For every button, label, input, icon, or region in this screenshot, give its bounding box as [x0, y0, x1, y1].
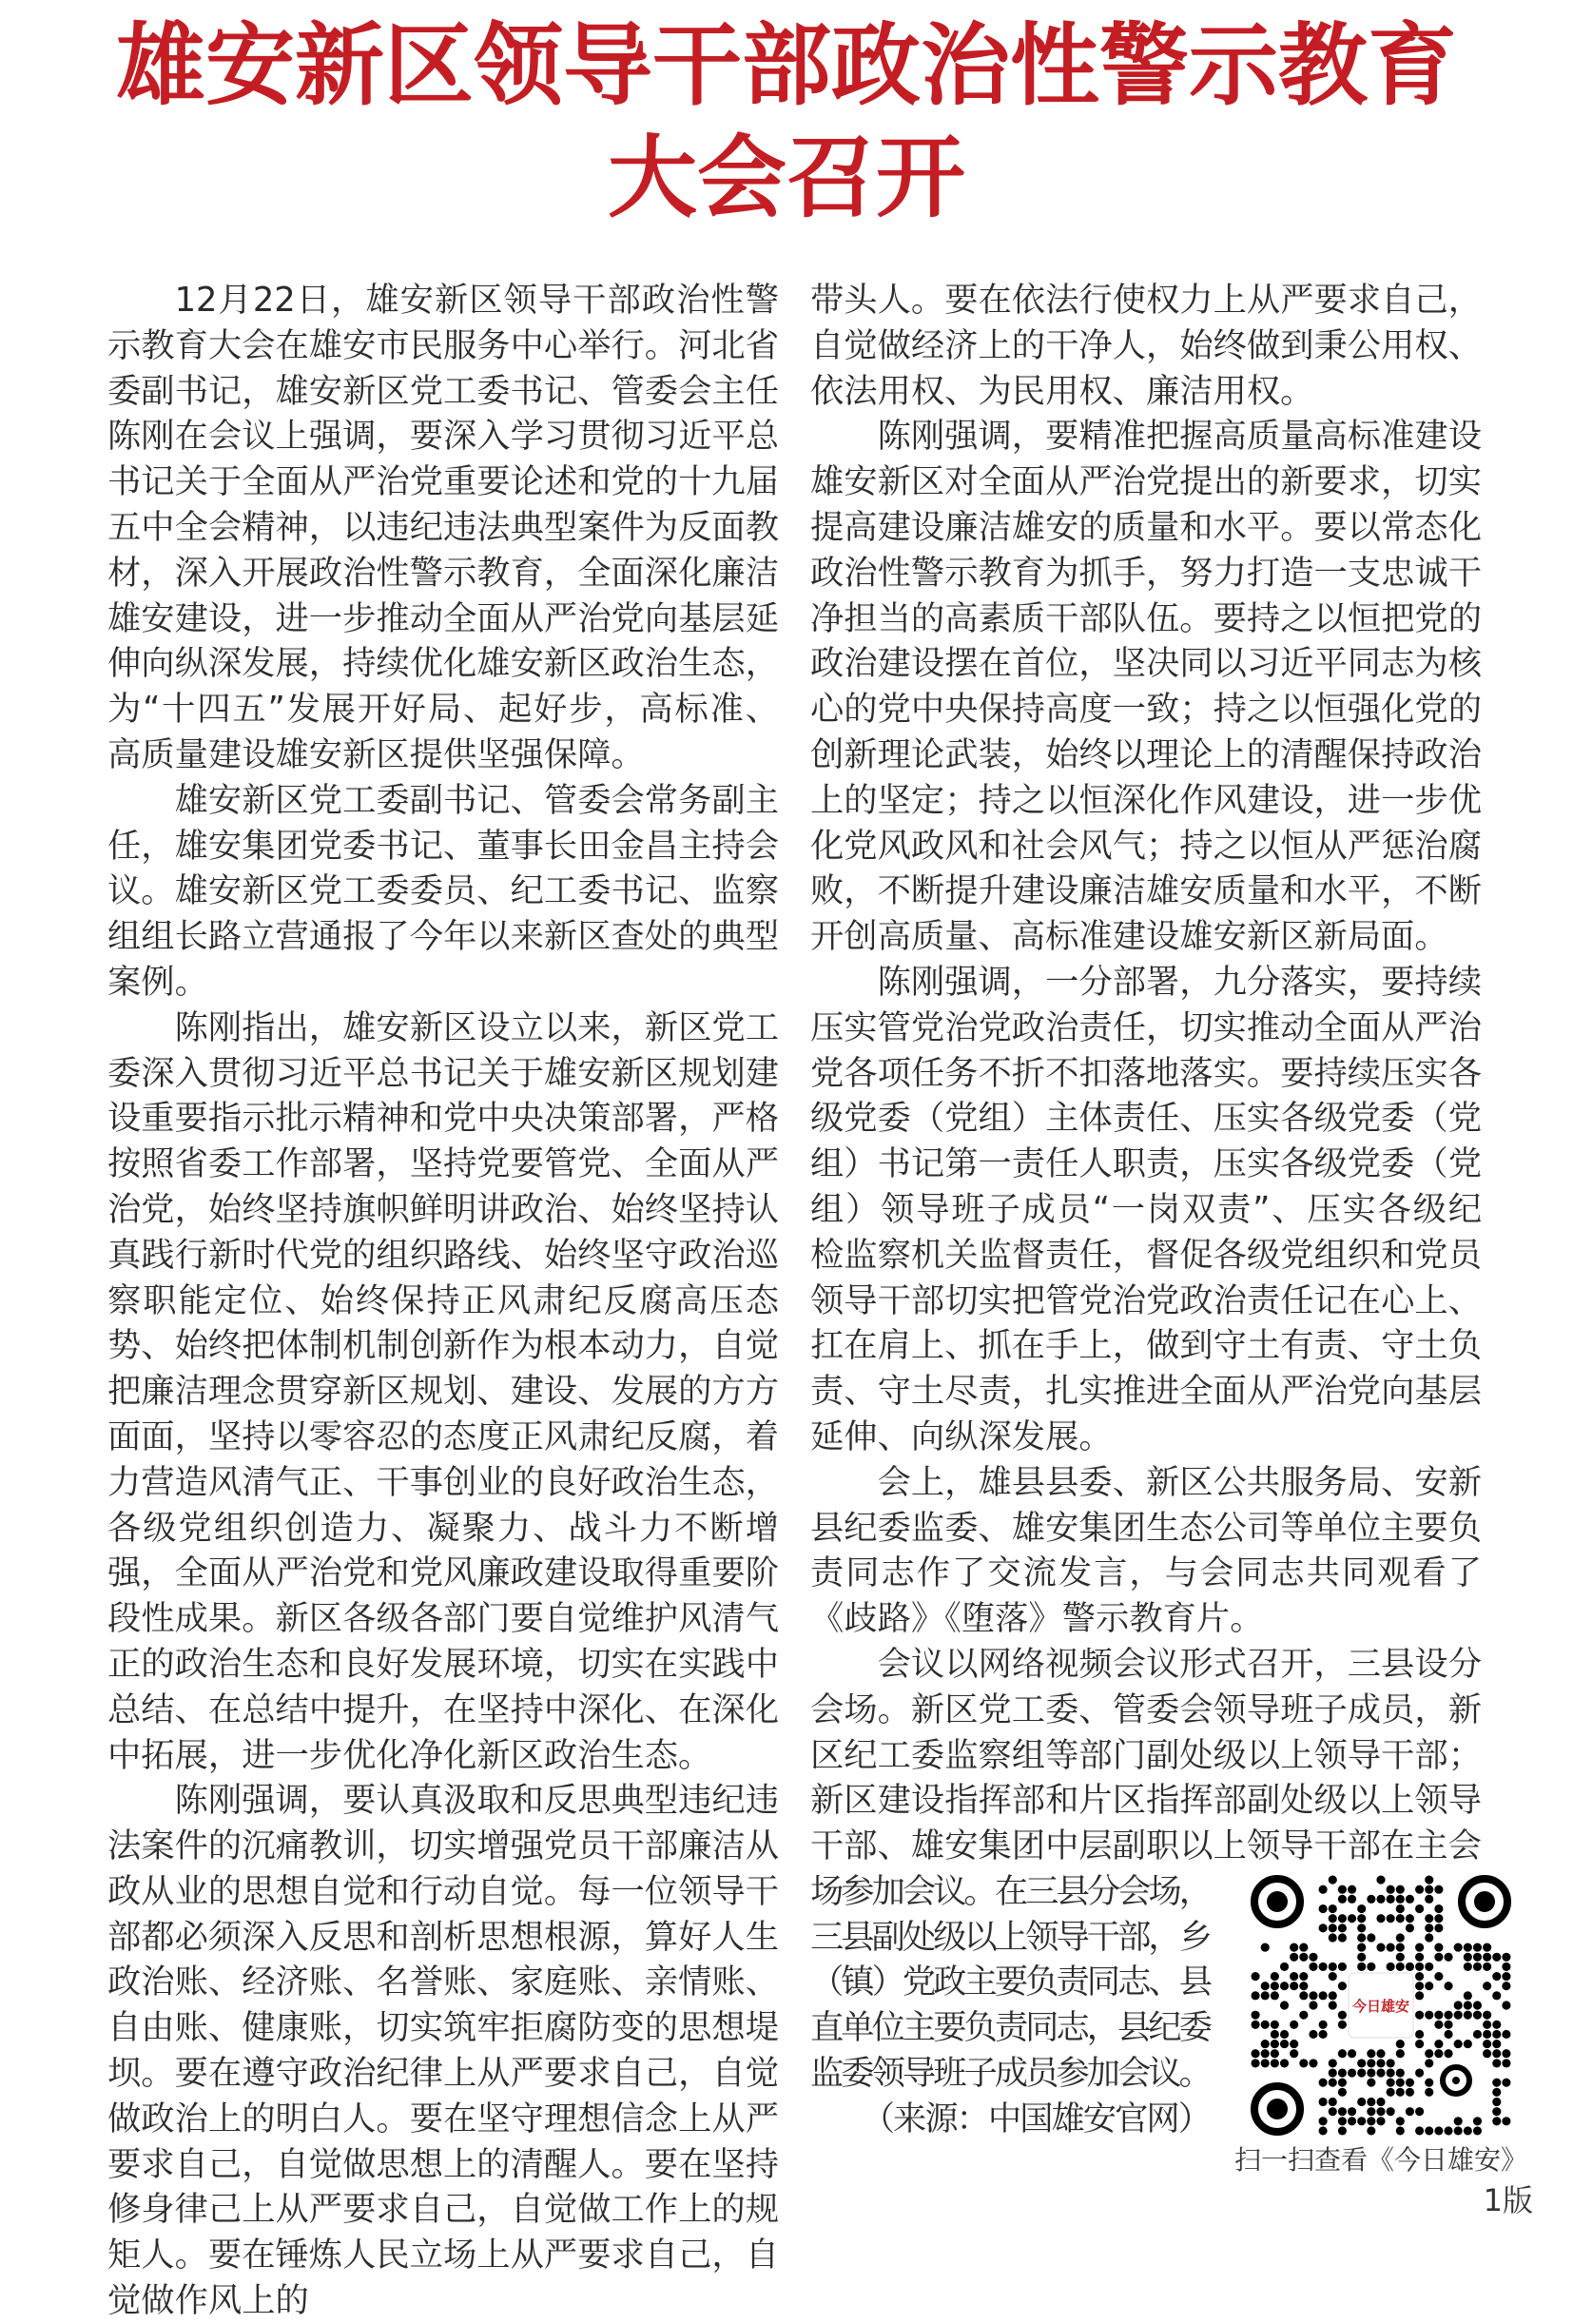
qr-module [1329, 2079, 1337, 2087]
qr-module [1319, 2117, 1328, 2125]
qr-module [1502, 2059, 1510, 2067]
qr-module [1425, 1875, 1433, 1884]
qr-module [1329, 1924, 1337, 1932]
qr-module [1444, 2021, 1452, 2029]
qr-finder-top-left [1254, 1879, 1300, 1924]
qr-module [1271, 2021, 1279, 2029]
qr-module [1387, 2068, 1395, 2077]
qr-module [1376, 2068, 1385, 2077]
qr-module [1319, 1963, 1328, 1971]
qr-finder-top-right [1462, 1879, 1507, 1924]
qr-module [1261, 2040, 1270, 2048]
article-tail-with-qr [810, 1869, 1533, 2219]
qr-module [1406, 1963, 1414, 1971]
qr-module [1329, 1904, 1337, 1913]
qr-module [1319, 2098, 1328, 2106]
qr-module [1280, 1963, 1289, 1971]
qr-module [1357, 1943, 1366, 1951]
qr-alignment [1443, 2067, 1469, 2094]
qr-module [1319, 2030, 1328, 2039]
qr-module [1473, 1943, 1482, 1951]
qr-module [1367, 2117, 1375, 2125]
qr-module [1464, 2126, 1472, 2135]
qr-block [1229, 1875, 1533, 2219]
qr-module [1280, 2001, 1289, 2009]
qr-module [1387, 1943, 1395, 1951]
qr-module [1454, 2126, 1463, 2135]
qr-module [1338, 1914, 1347, 1923]
qr-module [1396, 1963, 1405, 1971]
qr-module [1357, 1914, 1366, 1923]
qr-module [1492, 2079, 1501, 2087]
qr-module [1502, 2001, 1510, 2009]
qr-module [1425, 2049, 1433, 2058]
article-paragraph: 陈刚强调，一分部署，九分落实，要持续压实管党治党政治责任，切实推动全面从严治党各项任务不折不扣落地落实。要持续压实各级党委（党组）主体责任、压实各级党委（党组）书记第一责任人职责，压实各级党委（党组）领导班子成员“一岗双责”、压实各级纪检监察机关监督责任，督促各级党组织和党员领导干部切实把管党治党政治责任记在心上、扛在肩上、抓在手上，做到守土有责、守土负责、守土尽责，扎实推进全面从严治党向基层延伸、向纵深发展。 [810, 962, 1482, 1456]
qr-module [1299, 2010, 1308, 2019]
headline-line-1: 雄安新区领导干部政治性警示教育 [115, 13, 1457, 118]
qr-module [1367, 1963, 1375, 1971]
qr-module [1464, 1963, 1472, 1971]
qr-module [1299, 1982, 1308, 1990]
qr-module [1444, 1953, 1452, 1962]
qr-module [1357, 2068, 1366, 2077]
qr-module [1396, 2117, 1405, 2125]
qr-module [1319, 2021, 1328, 2029]
qr-module [1492, 2117, 1501, 2125]
qr-module [1473, 2001, 1482, 2009]
qr-module [1473, 1963, 1482, 1971]
qr-module [1338, 2107, 1347, 2116]
qr-module [1367, 2126, 1375, 2135]
qr-module [1290, 1982, 1298, 1990]
qr-module [1396, 1895, 1405, 1904]
qr-module [1387, 2088, 1395, 2097]
qr-module [1415, 2030, 1424, 2039]
qr-module [1444, 2126, 1452, 2135]
qr-module [1434, 1953, 1443, 1962]
qr-module [1483, 1943, 1491, 1951]
qr-module [1483, 2040, 1491, 2048]
qr-module [1252, 2010, 1260, 2019]
qr-module [1454, 1943, 1463, 1951]
qr-module [1464, 2040, 1472, 2048]
qr-module [1396, 2088, 1405, 2097]
qr-module [1329, 1914, 1337, 1923]
qr-module [1338, 2079, 1347, 2087]
qr-module [1367, 2059, 1375, 2067]
qr-module [1348, 1895, 1356, 1904]
qr-module [1357, 2059, 1366, 2067]
qr-module [1434, 1885, 1443, 1894]
qr-module [1367, 2068, 1375, 2077]
qr-module [1464, 2001, 1472, 2009]
qr-module [1261, 2059, 1270, 2067]
qr-module [1280, 1982, 1289, 1990]
qr-module [1367, 2049, 1375, 2058]
qr-module [1454, 2001, 1463, 2009]
qr-module [1396, 2049, 1405, 2058]
qr-module [1299, 1972, 1308, 1981]
qr-module [1396, 2040, 1405, 2048]
qr-module [1502, 1982, 1510, 1990]
qr-module [1319, 1924, 1328, 1932]
article-source: （来源：中国雄安官网） [861, 2099, 1210, 2138]
qr-module [1434, 1904, 1443, 1913]
qr-module [1387, 2079, 1395, 2087]
qr-module [1387, 1895, 1395, 1904]
qr-module [1473, 2126, 1482, 2135]
article-paragraph: 陈刚强调，要认真汲取和反思典型违纪违法案件的沉痛教训，切实增强党员干部廉洁从政从业的思想自觉和行动自觉。每一位领导干部都必须深入反思和剖析思想根源，算好人生政治账、经济账、名誉账、家庭账、亲情账、自由账、健康账，切实筑牢拒腐防变的思想堤坝。要在遵守政治纪律上从严要求自己，自觉做政治上的明白人。要在坚守理想信念上从严要求自己，自觉做思想上的清醒人。要在坚持修身律己上从严要求自己，自觉做工作上的规矩人。要在锤炼人民立场上从严要求自己，自觉做作风上的 [107, 1781, 779, 2321]
qr-module [1425, 1924, 1433, 1932]
qr-module [1434, 2049, 1443, 2058]
qr-module [1338, 2126, 1347, 2135]
qr-module [1299, 1943, 1308, 1951]
qr-module [1502, 1953, 1510, 1962]
qr-module [1425, 2010, 1433, 2019]
qr-module [1338, 2088, 1347, 2097]
qr-module [1454, 2117, 1463, 2125]
qr-module [1425, 1885, 1433, 1894]
qr-module [1290, 1953, 1298, 1962]
qr-module [1406, 1924, 1414, 1932]
qr-module [1376, 1943, 1385, 1951]
article-paragraph: 陈刚指出，雄安新区设立以来，新区党工委深入贯彻习近平总书记关于雄安新区规划建设重要指示批示精神和党中央决策部署，严格按照省委工作部署，坚持党要管党、全面从严治党，始终坚持旗帜鲜明讲政治、始终坚持认真践行新时代党的组织路线、始终坚守政治巡察职能定位、始终保持正风肃纪反腐高压态势、始终把体制机制创新作为根本动力，自觉把廉洁理念贯穿新区规划、建设、发展的方方面面，坚持以零容忍的态度正风肃纪反腐，着力营造风清气正、干事创业的良好政治生态，各级党组织创造力、凝聚力、战斗力不断增强，全面从严治党和党风廉政建设取得重要阶段性成果。新区各级各部门要自觉维护风清气正的政治生态和良好发展环境，切实在实践中总结、在总结中提升，在坚持中深化、在深化中拓展，进一步优化净化新区政治生态。 [107, 1007, 779, 1775]
qr-module [1396, 1885, 1405, 1894]
qr-module [1348, 1914, 1356, 1923]
qr-module [1396, 1943, 1405, 1951]
qr-module [1396, 2068, 1405, 2077]
qr-module [1406, 2079, 1414, 2087]
qr-module [1271, 2049, 1279, 2058]
qr-module [1261, 2021, 1270, 2029]
qr-module [1376, 2059, 1385, 2067]
qr-module [1271, 1972, 1279, 1981]
qr-module [1434, 2040, 1443, 2048]
qr-module [1329, 2098, 1337, 2106]
qr-module [1338, 1885, 1347, 1894]
qr-module [1425, 2088, 1433, 2097]
qr-module [1396, 2126, 1405, 2135]
qr-module [1434, 2010, 1443, 2019]
qr-module [1492, 2049, 1501, 2058]
qr-module [1376, 1895, 1385, 1904]
qr-module [1492, 2030, 1501, 2039]
qr-module [1415, 1885, 1424, 1894]
qr-module [1290, 2021, 1298, 2029]
qr-module [1271, 1991, 1279, 2000]
qr-module [1252, 2059, 1260, 2067]
qr-module [1444, 2010, 1452, 2019]
qr-module [1252, 2021, 1260, 2029]
qr-module [1502, 2030, 1510, 2039]
article-paragraph: 会上，雄县县委、新区公共服务局、安新县纪委监委、雄安集团生态公司等单位主要负责同志作了交流发言，与会同志共同观看了《歧路》《堕落》警示教育片。 [810, 1462, 1482, 1639]
qr-module [1252, 1991, 1260, 2000]
qr-module [1329, 2001, 1337, 2009]
qr-module [1309, 1953, 1317, 1962]
qr-module [1492, 1972, 1501, 1981]
qr-module [1338, 1924, 1347, 1932]
qr-module [1415, 1982, 1424, 1990]
qr-module [1434, 2021, 1443, 2029]
qr-module [1319, 1991, 1328, 2000]
qr-module [1473, 2117, 1482, 2125]
qr-module [1252, 1972, 1260, 1981]
qr-caption: 扫一扫查看《今日雄安》 [1233, 2143, 1527, 2176]
article-paragraph-wrap [810, 1869, 1210, 2142]
qr-module [1387, 1914, 1395, 1923]
qr-module [1425, 1914, 1433, 1923]
qr-module [1290, 1943, 1298, 1951]
qr-module [1415, 1953, 1424, 1962]
qr-module [1280, 2059, 1289, 2067]
qr-module [1396, 2079, 1405, 2087]
qr-module [1483, 1982, 1491, 1990]
qr-module [1425, 1933, 1433, 1942]
qr-module [1425, 1895, 1433, 1904]
qr-module [1415, 1972, 1424, 1981]
qr-module [1454, 2040, 1463, 2048]
qr-module [1434, 1972, 1443, 1981]
qr-module [1464, 2010, 1472, 2019]
qr-module [1338, 2068, 1347, 2077]
qr-module [1376, 2098, 1385, 2106]
qr-module [1367, 2107, 1375, 2116]
qr-finder-bottom-left [1254, 2086, 1300, 2132]
qr-module [1425, 1963, 1433, 1971]
qr-module [1492, 1953, 1501, 1962]
qr-module [1434, 1943, 1443, 1951]
qr-module [1309, 2059, 1317, 2067]
qr-module [1406, 2107, 1414, 2116]
qr-module [1329, 1933, 1337, 1942]
qr-module [1348, 2049, 1356, 2058]
qr-module [1483, 2021, 1491, 2029]
qr-module [1280, 2030, 1289, 2039]
qr-module [1357, 1963, 1366, 1971]
qr-module [1357, 2117, 1366, 2125]
qr-module [1415, 1963, 1424, 1971]
qr-module [1492, 2040, 1501, 2048]
article-paragraph: 陈刚强调，要精准把握高质量高标准建设雄安新区对全面从严治党提出的新要求，切实提高建设廉洁雄安的质量和水平。要以常态化政治性警示教育为抓手，努力打造一支忠诚干净担当的高素质干部队伍。要持之以恒把党的政治建设摆在首位，坚决同以习近平同志为核心的党中央保持高度一致；持之以恒强化党的创新理论武装，始终以理论上的清醒保持政治上的坚定；持之以恒深化作风建设，进一步优化党风政风和社会风气；持之以恒从严惩治腐败，不断提升建设廉洁雄安质量和水平，不断开创高质量、高标准建设雄安新区新局面。 [810, 417, 1482, 957]
qr-module [1483, 2049, 1491, 2058]
qr-module [1348, 2068, 1356, 2077]
qr-module [1502, 1972, 1510, 1981]
qr-module [1376, 1875, 1385, 1884]
qr-module [1387, 1963, 1395, 1971]
qr-module [1376, 1914, 1385, 1923]
qr-module [1329, 2059, 1337, 2067]
qr-module [1252, 2049, 1260, 2058]
qr-module [1261, 1991, 1270, 2000]
qr-module [1434, 1924, 1443, 1932]
qr-module [1415, 2010, 1424, 2019]
qr-module [1357, 1904, 1366, 1913]
qr-module [1425, 2059, 1433, 2067]
qr-module [1473, 2030, 1482, 2039]
qr-module [1502, 2079, 1510, 2087]
qr-module [1464, 1953, 1472, 1962]
qr-module [1502, 1963, 1510, 1971]
qr-module [1261, 1943, 1270, 1951]
qr-module [1492, 2059, 1501, 2067]
qr-module [1473, 1953, 1482, 1962]
qr-module [1367, 2098, 1375, 2106]
qr-module [1367, 1895, 1375, 1904]
qr-module [1415, 2040, 1424, 2048]
qr-module [1473, 2010, 1482, 2019]
qr-module [1483, 1963, 1491, 1971]
qr-module [1261, 1982, 1270, 1990]
qr-module [1444, 2049, 1452, 2058]
qr-module [1464, 1943, 1472, 1951]
qr-module [1348, 1885, 1356, 1894]
qr-module [1434, 2126, 1443, 2135]
qr-module [1464, 1991, 1472, 2000]
qr-module [1376, 2107, 1385, 2116]
qr-module [1415, 1943, 1424, 1951]
qr-module [1396, 1953, 1405, 1962]
qr-module [1415, 1904, 1424, 1913]
page-number: 1版 [1483, 2181, 1533, 2218]
qr-module [1290, 1972, 1298, 1981]
qr-module [1376, 2049, 1385, 2058]
qr-module [1425, 1982, 1433, 1990]
qr-module [1319, 1885, 1328, 1894]
qr-module [1492, 1991, 1501, 2000]
qr-module [1309, 2030, 1317, 2039]
qr-module [1425, 2126, 1433, 2135]
qr-module [1299, 1953, 1308, 1962]
qr-module [1338, 2010, 1347, 2019]
qr-module [1502, 2117, 1510, 2125]
qr-module [1338, 2021, 1347, 2029]
qr-module [1338, 1895, 1347, 1904]
qr-module [1290, 2040, 1298, 2048]
qr-module [1444, 2030, 1452, 2039]
qr-module [1338, 2049, 1347, 2058]
svg-text:今日雄安: 今日雄安 [1351, 1997, 1410, 2015]
qr-module [1502, 2049, 1510, 2058]
qr-module [1338, 1982, 1347, 1990]
qr-module [1415, 2107, 1424, 2116]
qr-module [1454, 2010, 1463, 2019]
qr-module [1406, 2088, 1414, 2097]
qr-module [1406, 1914, 1414, 1923]
article-paragraph: 会议以网络视频会议形式召开，三县设分会场。新区党工委、管委会领导班子成员，新区纪工委监察组等部门副处级以上领导干部；新区建设指挥部和片区指挥部副处级以上领导干部、雄安集团中层副职以上领导干部在主会 [810, 1644, 1482, 1866]
qr-module [1357, 1924, 1366, 1932]
qr-module [1415, 2126, 1424, 2135]
qr-module [1338, 2117, 1347, 2125]
qr-module [1396, 1914, 1405, 1923]
qr-module [1280, 2040, 1289, 2048]
qr-module [1329, 2068, 1337, 2077]
qr-module [1271, 2030, 1279, 2039]
article-paragraph: 12月22日，雄安新区领导干部政治性警示教育大会在雄安市民服务中心举行。河北省委副书记，雄安新区党工委书记、管委会主任陈刚在会议上强调，要深入学习贯彻习近平总书记关于全面从严治党重要论述和党的十九届五中全会精神，以违纪违法典型案件为反面教材，深入开展政治性警示教育，全面深化廉洁雄安建设，进一步推动全面从严治党向基层延伸向纵深发展，持续优化雄安新区政治生态，为“十四五”发展开好局、起好步，高标准、高质量建设雄安新区提供坚强保障。 [107, 281, 779, 774]
qr-logo [1349, 1973, 1413, 2038]
qr-module [1387, 2107, 1395, 2116]
qr-module [1348, 2107, 1356, 2116]
qr-module [1396, 1904, 1405, 1913]
qr-module [1329, 1875, 1337, 1884]
qr-module [1387, 2059, 1395, 2067]
qr-module [1492, 2098, 1501, 2106]
qr-module [1492, 2021, 1501, 2029]
qr-module [1415, 1991, 1424, 2000]
qr-module [1406, 1895, 1414, 1904]
qr-module [1492, 2107, 1501, 2116]
qr-module [1483, 1953, 1491, 1962]
qr-module [1425, 2079, 1433, 2087]
qr-module [1338, 1933, 1347, 1942]
qr-module [1396, 1933, 1405, 1942]
article-paragraph-continuation: 带头人。要在依法行使权力上从严要求自己，自觉做经济上的干净人，始终做到秉公用权、依法用权、为民用权、廉洁用权。 [810, 281, 1482, 411]
article-column-right [810, 278, 1533, 2219]
qr-module [1329, 1991, 1337, 2000]
qr-module [1309, 1991, 1317, 2000]
article-paragraph: 雄安新区党工委副书记、管委会常务副主任，雄安集团党委书记、董事长田金昌主持会议。雄安新区党工委委员、纪工委书记、监察组组长路立营通报了今年以来新区查处的典型案例。 [107, 780, 779, 1002]
qr-module [1357, 2098, 1366, 2106]
qr-module [1357, 1933, 1366, 1942]
qr-module [1492, 2088, 1501, 2097]
qr-module [1319, 1904, 1328, 1913]
qr-module [1329, 2107, 1337, 2116]
qr-module [1415, 2068, 1424, 2077]
qr-module [1376, 2117, 1385, 2125]
qr-module [1483, 2030, 1491, 2039]
qr-module [1319, 2126, 1328, 2135]
headline-line-2: 大会召开 [607, 126, 965, 230]
qr-module [1271, 2040, 1279, 2048]
article-paragraph: 场参加会议。在三县分会场，三县副处级以上领导干部，乡（镇）党政主要负责同志、县直单位主要负责同志，县纪委监委领导班子成员参加会议。 [810, 1871, 1210, 2094]
qr-module [1367, 2079, 1375, 2087]
qr-module [1348, 2117, 1356, 2125]
qr-module [1329, 1963, 1337, 1971]
qr-code[interactable] [1251, 1875, 1511, 2136]
qr-module [1261, 2049, 1270, 2058]
qr-module [1309, 1963, 1317, 1971]
qr-module [1338, 1963, 1347, 1971]
qr-module [1357, 1953, 1366, 1962]
qr-module [1319, 2079, 1328, 2087]
qr-module [1434, 1914, 1443, 1923]
qr-module [1367, 1933, 1375, 1942]
qr-module [1271, 1982, 1279, 1990]
qr-module [1299, 2059, 1308, 2067]
article-column-left [107, 278, 779, 2324]
qr-module [1309, 2001, 1317, 2009]
qr-module [1299, 1991, 1308, 2000]
qr-module [1329, 1972, 1337, 1981]
qr-module [1271, 2059, 1279, 2067]
qr-module [1483, 2010, 1491, 2019]
qr-module [1290, 2049, 1298, 2058]
qr-module [1387, 1885, 1395, 1894]
qr-module [1444, 1982, 1452, 1990]
